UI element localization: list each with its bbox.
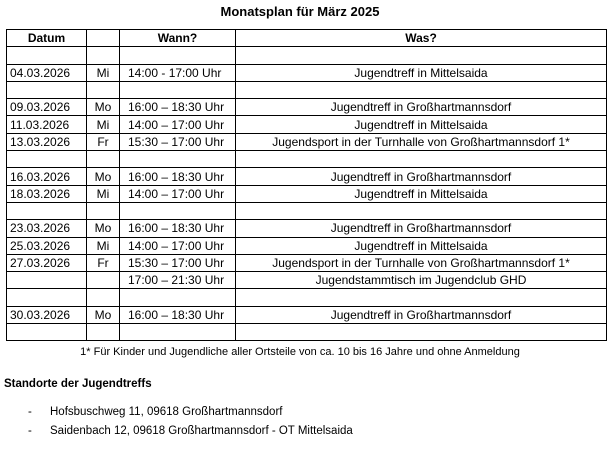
cell-activity [236,202,607,219]
column-header-day [87,30,120,47]
cell-time: 15:30 – 17:00 Uhr [120,133,236,150]
cell-time [120,47,236,64]
cell-date [7,289,87,306]
column-header-date: Datum [7,30,87,47]
table-row [7,289,607,306]
cell-date: 09.03.2026 [7,99,87,116]
cell-time: 16:00 – 18:30 Uhr [120,306,236,323]
cell-day: Mo [87,220,120,237]
locations-heading: Standorte der Jugendtreffs [4,378,152,390]
cell-time [120,324,236,341]
cell-day [87,47,120,64]
cell-time [120,289,236,306]
cell-day: Mi [87,237,120,254]
cell-day: Mo [87,99,120,116]
cell-date [7,81,87,98]
cell-activity: Jugendtreff in Großhartmannsdorf [236,306,607,323]
cell-date: 25.03.2026 [7,237,87,254]
cell-activity: Jugendsport in der Turnhalle von Großhartmannsdorf 1* [236,254,607,271]
cell-date [7,151,87,168]
cell-day: Mo [87,306,120,323]
cell-activity [236,151,607,168]
cell-activity: Jugendtreff in Mittelsaida [236,116,607,133]
schedule-table [6,29,607,341]
cell-time: 14:00 – 17:00 Uhr [120,116,236,133]
table-row [7,324,607,341]
cell-time: 16:00 – 18:30 Uhr [120,168,236,185]
location-text: Hofsbuschweg 11, 09618 Großhartmannsdorf [50,406,283,418]
cell-activity: Jugendstammtisch im Jugendclub GHD [236,272,607,289]
column-header-time: Wann? [120,30,236,47]
cell-day: Mi [87,116,120,133]
table-header-row [7,30,607,47]
cell-date: 13.03.2026 [7,133,87,150]
cell-activity: Jugendtreff in Großhartmannsdorf [236,99,607,116]
cell-day: Fr [87,254,120,271]
cell-time: 16:00 – 18:30 Uhr [120,220,236,237]
bullet-dash: - [28,406,32,418]
location-item [28,425,353,437]
cell-day [87,81,120,98]
cell-time [120,81,236,98]
cell-date: 04.03.2026 [7,64,87,81]
cell-activity: Jugendsport in der Turnhalle von Großhartmannsdorf 1* [236,133,607,150]
table-row [7,185,607,202]
table-row [7,254,607,271]
cell-day [87,324,120,341]
cell-activity: Jugendtreff in Mittelsaida [236,64,607,81]
table-row [7,47,607,64]
cell-time: 16:00 – 18:30 Uhr [120,99,236,116]
table-row [7,81,607,98]
cell-activity [236,47,607,64]
cell-activity: Jugendtreff in Mittelsaida [236,237,607,254]
cell-time: 17:00 – 21:30 Uhr [120,272,236,289]
cell-time: 14:00 – 17:00 Uhr [120,185,236,202]
bullet-dash: - [28,425,32,437]
cell-date: 27.03.2026 [7,254,87,271]
table-row [7,272,607,289]
table-row [7,168,607,185]
cell-date: 11.03.2026 [7,116,87,133]
cell-time: 14:00 - 17:00 Uhr [120,64,236,81]
table-row [7,306,607,323]
cell-day: Mo [87,168,120,185]
cell-activity: Jugendtreff in Großhartmannsdorf [236,168,607,185]
column-header-activity: Was? [236,30,607,47]
cell-day [87,151,120,168]
cell-date: 23.03.2026 [7,220,87,237]
cell-time [120,202,236,219]
table-row [7,133,607,150]
cell-activity: Jugendtreff in Großhartmannsdorf [236,220,607,237]
cell-day: Fr [87,133,120,150]
cell-day [87,289,120,306]
cell-date [7,202,87,219]
cell-time: 15:30 – 17:00 Uhr [120,254,236,271]
table-row [7,99,607,116]
cell-time [120,151,236,168]
table-row [7,237,607,254]
table-row [7,116,607,133]
cell-date: 16.03.2026 [7,168,87,185]
cell-date: 18.03.2026 [7,185,87,202]
table-row [7,220,607,237]
cell-activity [236,289,607,306]
cell-time: 14:00 – 17:00 Uhr [120,237,236,254]
cell-date [7,47,87,64]
cell-day [87,272,120,289]
table-row [7,64,607,81]
location-text: Saidenbach 12, 09618 Großhartmannsdorf - OT Mittelsaida [50,425,353,437]
page-title: Monatsplan für März 2025 [220,4,380,19]
table-row [7,202,607,219]
cell-day: Mi [87,64,120,81]
cell-day: Mi [87,185,120,202]
cell-day [87,202,120,219]
footnote: 1* Für Kinder und Jugendliche aller Ortsteile von ca. 10 bis 16 Jahre und ohne Anmeldung [80,346,520,358]
cell-date [7,324,87,341]
cell-activity [236,81,607,98]
cell-activity: Jugendtreff in Mittelsaida [236,185,607,202]
table-row [7,151,607,168]
location-item [28,406,282,418]
cell-date: 30.03.2026 [7,306,87,323]
cell-activity [236,324,607,341]
cell-date [7,272,87,289]
